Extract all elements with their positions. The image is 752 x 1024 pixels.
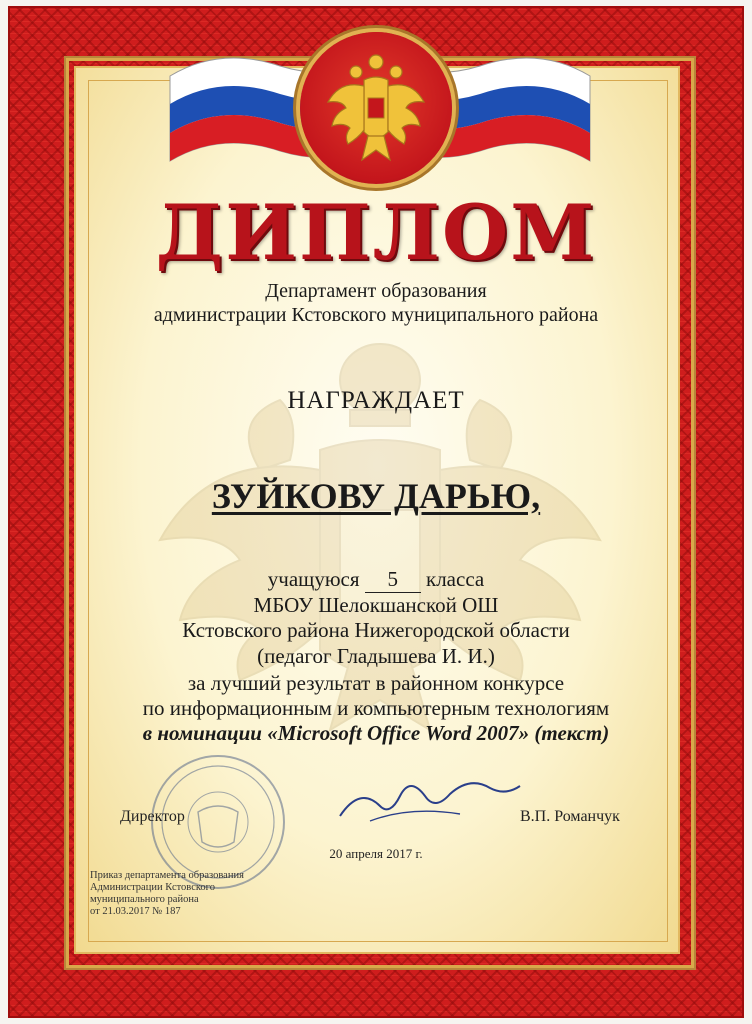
class-prefix: учащуюся <box>267 567 360 591</box>
director-name: В.П. Романчук <box>520 808 620 825</box>
school-line: МБОУ Шелокшанской ОШ <box>253 593 499 617</box>
nomination-line: в номинации «Microsoft Office Word 2007» (текст) <box>142 721 610 745</box>
coat-of-arms-medallion <box>300 32 452 184</box>
order-line-1: Приказ департамента образования <box>90 870 244 881</box>
diploma-title: ДИПЛОМ <box>155 188 597 277</box>
order-line-3: муниципального района <box>90 894 199 905</box>
reason-line-2: по информационным и компьютерным технологиям <box>142 696 610 720</box>
order-line-2: Администрации Кстовского <box>90 882 215 893</box>
class-line <box>0 566 752 593</box>
issue-date: 20 апреля 2017 г. <box>329 846 423 861</box>
order-line-4: от 21.03.2017 № 187 <box>90 906 181 917</box>
order-reference <box>90 870 310 918</box>
region-line: Кстовского района Нижегородской области <box>182 618 570 642</box>
recipient-name-block <box>0 476 752 516</box>
class-number: 5 <box>365 566 421 593</box>
reason-line-1: за лучший результат в районном конкурсе <box>187 671 565 695</box>
class-suffix: класса <box>426 567 485 591</box>
department-line-2: администрации Кстовского муниципального района <box>153 304 599 326</box>
awards-heading: НАГРАЖДАЕТ <box>287 387 465 414</box>
handwritten-signature <box>330 766 530 830</box>
director-label: Директор <box>120 808 185 825</box>
russian-coat-of-arms-icon <box>326 52 426 164</box>
recipient-name: ЗУЙКОВУ ДАРЬЮ, <box>211 476 541 516</box>
teacher-line: (педагог Гладышева И. И.) <box>257 644 495 668</box>
department-line-1: Департамент образования <box>265 280 487 302</box>
